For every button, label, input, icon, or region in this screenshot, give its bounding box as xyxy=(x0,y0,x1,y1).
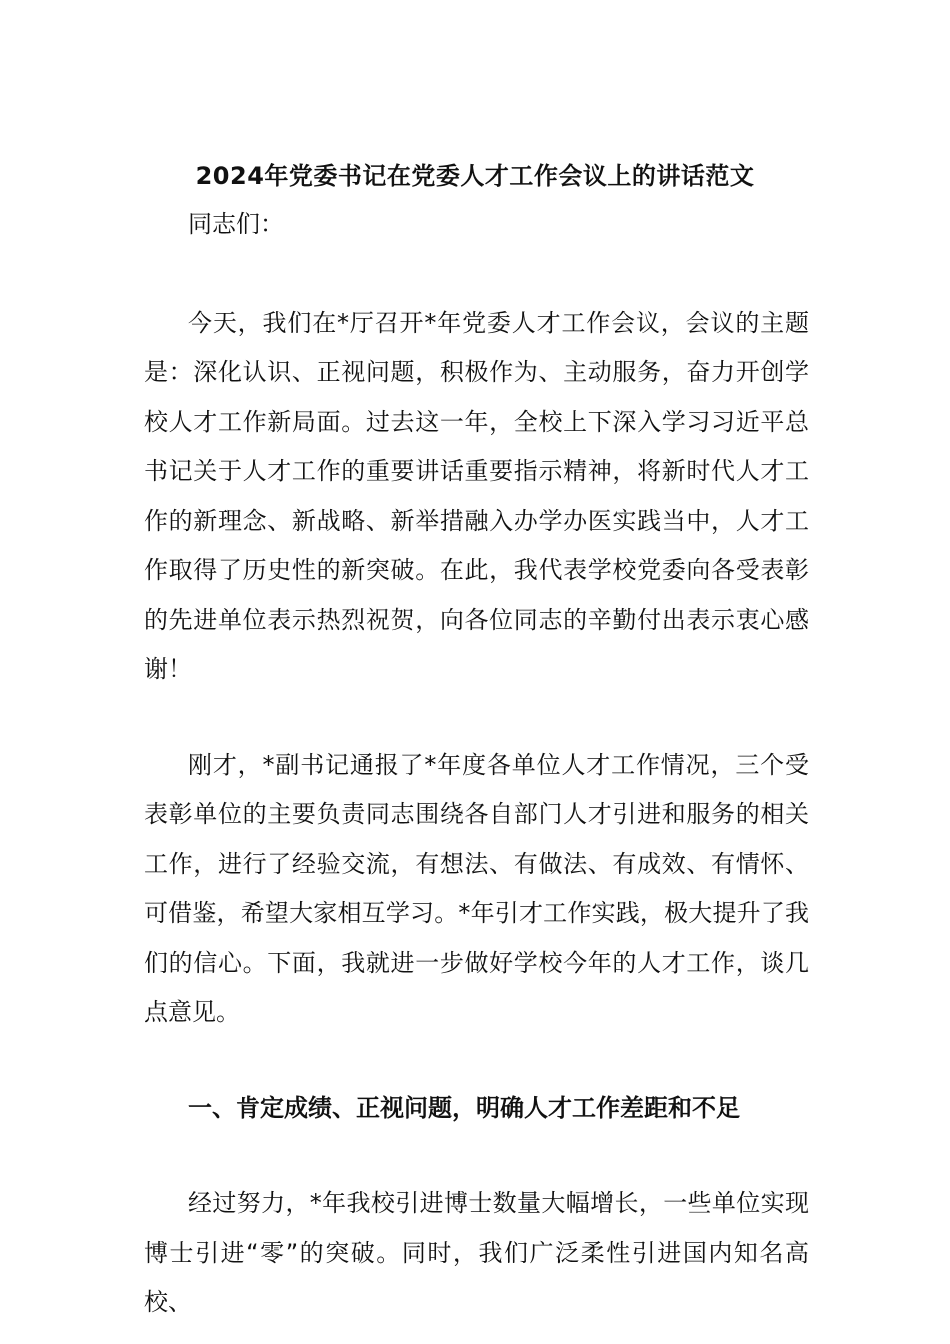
section-paragraph: 经过努力，*年我校引进博士数量大幅增长，一些单位实现博士引进“零”的突破。同时，我们广泛柔性引进国内知名高校、 xyxy=(144,1189,809,1316)
salutation: 同志们： xyxy=(188,210,284,238)
document-title: 2024年党委书记在党委人才工作会议上的讲话范文 xyxy=(195,162,755,190)
document-body xyxy=(144,200,809,1328)
paragraph-review: 刚才，*副书记通报了*年度各单位人才工作情况，三个受表彰单位的主要负责同志围绕各自部门人才引进和服务的相关工作，进行了经验交流，有想法、有做法、有成效、有情怀、可借鉴，希望大家相互学习。*年引才工作实践，极大提升了我们的信心。下面，我就进一步做好学校今年的人才工作，谈几点意见。 xyxy=(144,750,809,1026)
paragraph-opening: 今天，我们在*厅召开*年党委人才工作会议，会议的主题是：深化认识、正视问题，积极作为、主动服务，奋力开创学校人才工作新局面。过去这一年，全校上下深入学习习近平总书记关于人才工作的重要讲话重要指示精神，将新时代人才工作的新理念、新战略、新举措融入办学办医实践当中，人才工作取得了历史性的新突破。在此，我代表学校党委向各受表彰的先进单位表示热烈祝贺，向各位同志的辛勤付出表示衷心感谢！ xyxy=(144,308,809,683)
section-heading: 一、肯定成绩、正视问题，明确人才工作差距和不足 xyxy=(188,1093,740,1122)
